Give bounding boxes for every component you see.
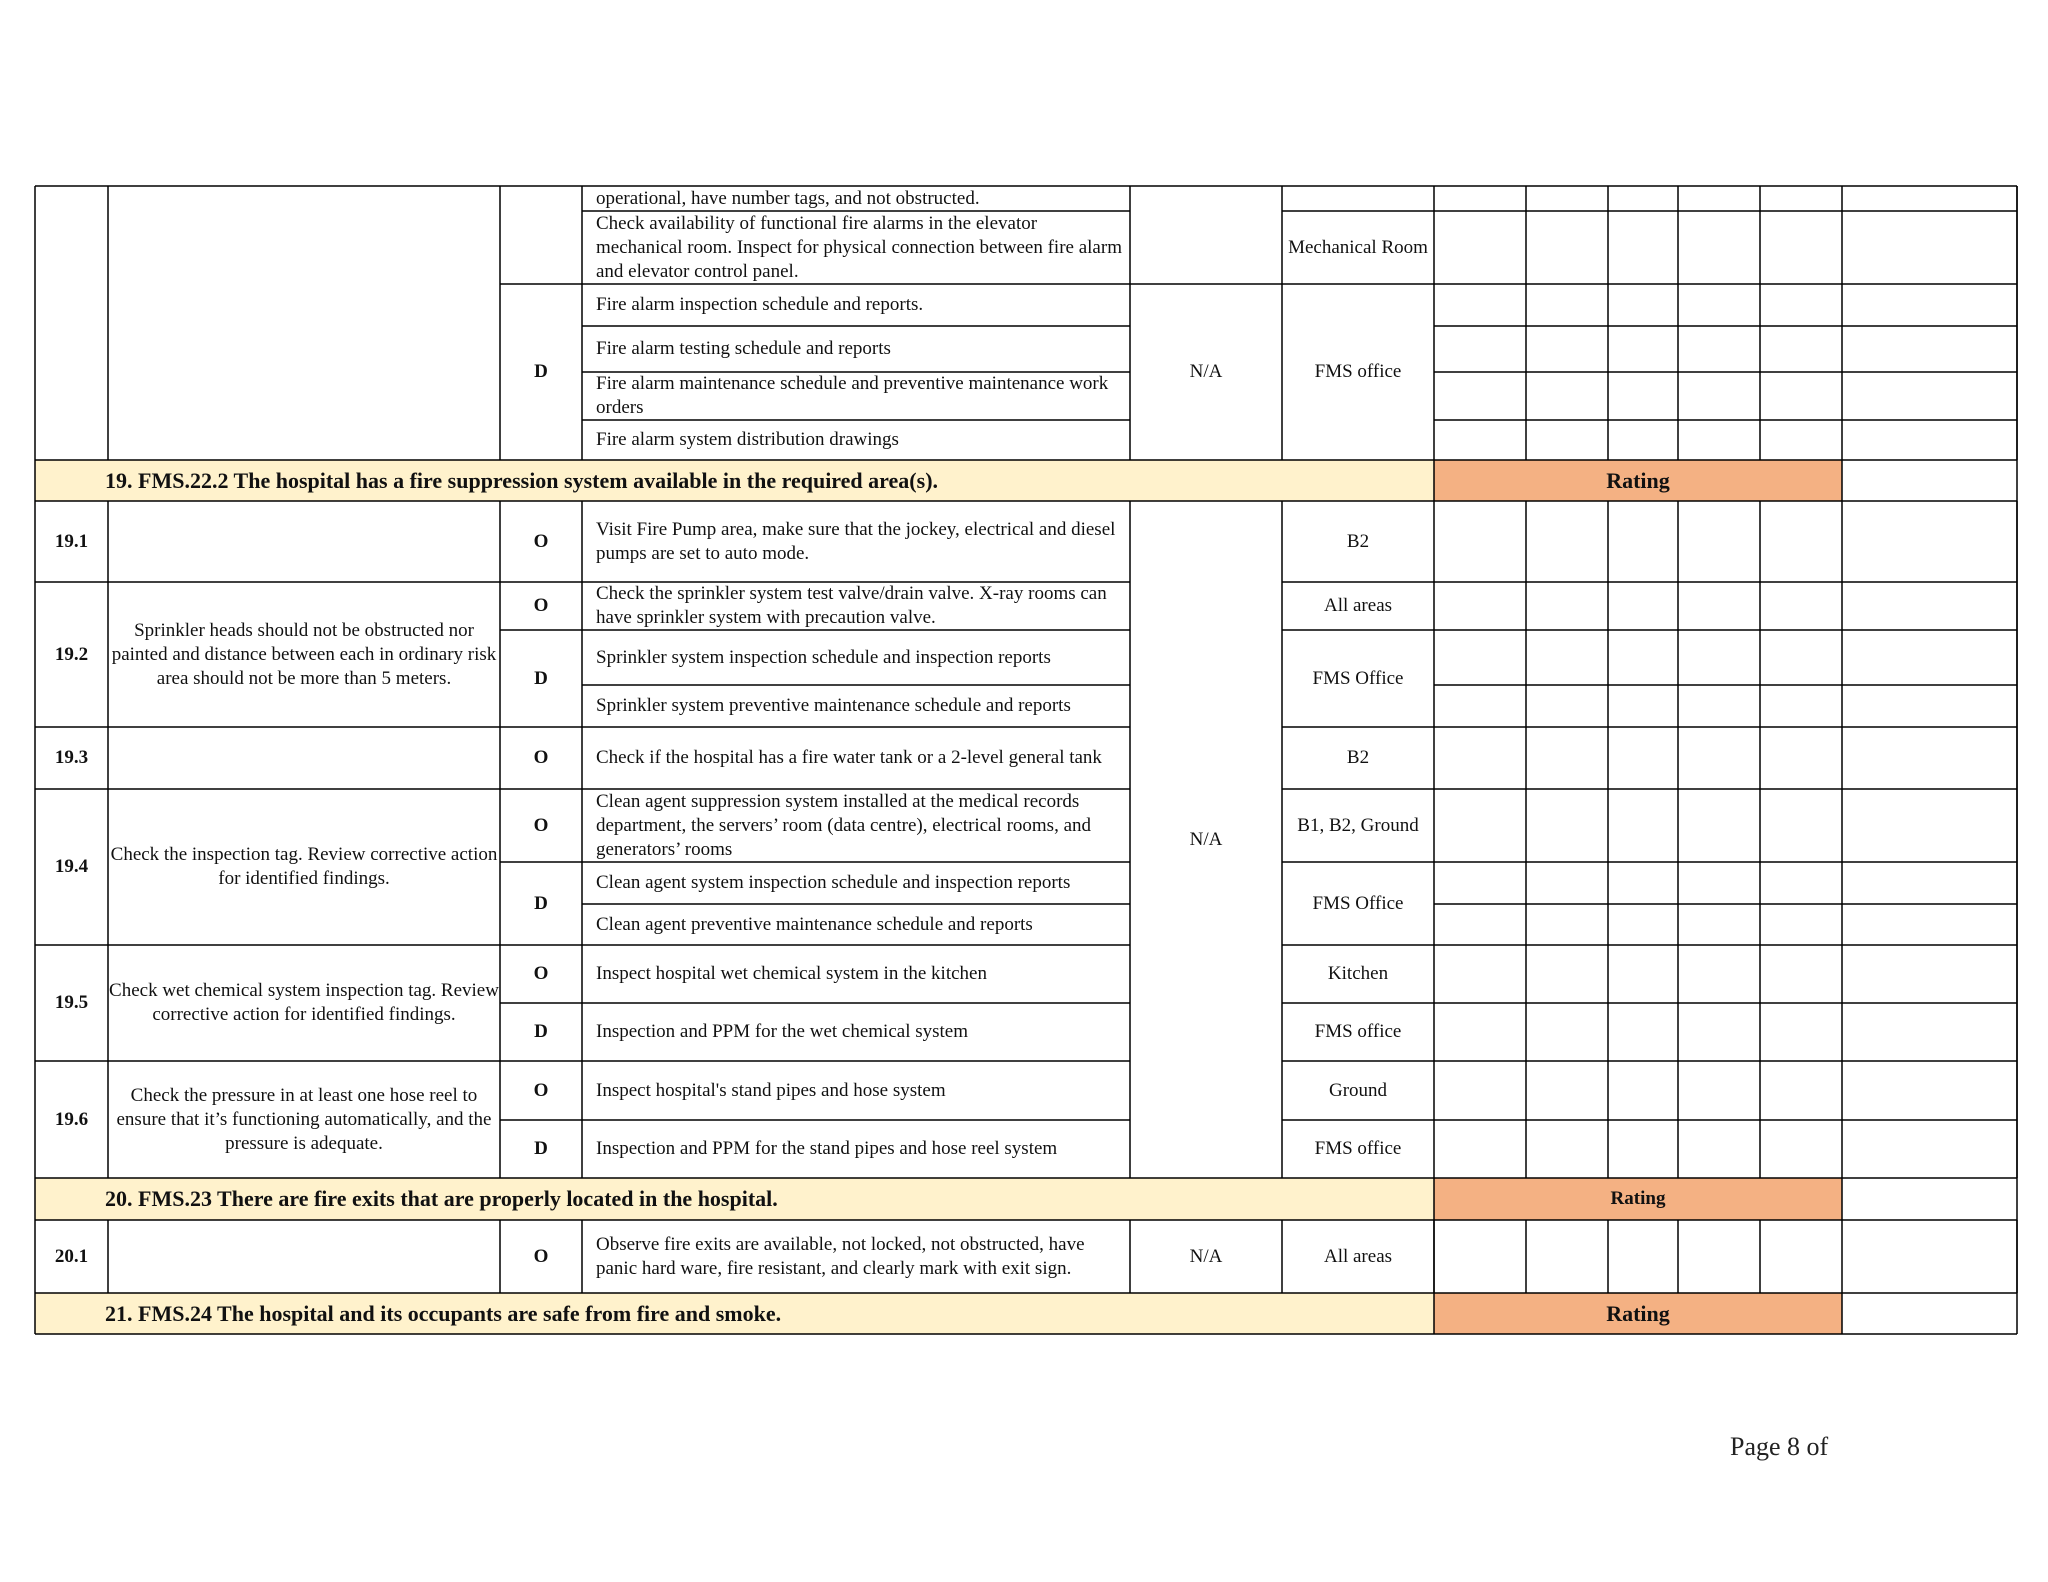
location-mechanical-room: Mechanical Room bbox=[1288, 236, 1428, 258]
section20-header-title: 20. FMS.23 There are fire exits that are properly located in the hospital. bbox=[105, 1186, 778, 1211]
guidance-text: Check wet chemical system inspection tag. Review corrective action for identified findings. bbox=[109, 980, 499, 1025]
location-fms-office: FMS office bbox=[1314, 361, 1402, 382]
item-number: 20.1 bbox=[54, 1245, 89, 1267]
location-value: B2 bbox=[1346, 530, 1370, 552]
section20-header-rating-label: Rating bbox=[1610, 1188, 1666, 1209]
location-value: Kitchen bbox=[1327, 963, 1389, 984]
section21-header-rating-label: Rating bbox=[1606, 1300, 1670, 1326]
doc-requirement: Fire alarm testing schedule and reports bbox=[596, 338, 891, 359]
na-value: N/A bbox=[1189, 361, 1223, 382]
requirement-text: Clean agent suppression system installed at the medical records department, the servers’ room (data centre), electrical rooms, and generators’ rooms bbox=[596, 790, 1092, 860]
location-value: FMS Office bbox=[1312, 667, 1404, 689]
doc-requirement: Fire alarm inspection schedule and reports. bbox=[596, 294, 924, 315]
location-value: All areas bbox=[1323, 1245, 1393, 1267]
requirement-text: Visit Fire Pump area, make sure that the jockey, electrical and diesel pumps are set to auto mode. bbox=[596, 518, 1116, 564]
section19-header-title: 19. FMS.22.2 The hospital has a fire suppression system available in the required area(s). bbox=[105, 467, 939, 493]
requirement-text: Check the sprinkler system test valve/drain valve. X-ray rooms can have sprinkler system with precaution valve. bbox=[596, 583, 1107, 628]
tags-requirement-text: operational, have number tags, and not obstructed. bbox=[596, 187, 980, 209]
item-number: 19.1 bbox=[54, 530, 89, 552]
doc-requirement: Fire alarm system distribution drawings bbox=[596, 429, 899, 450]
evidence-type-d: D bbox=[534, 1138, 548, 1159]
doc-requirement: Clean agent preventive maintenance schedule and reports bbox=[596, 913, 1033, 935]
requirement-text: Inspection and PPM for the wet chemical system bbox=[596, 1021, 969, 1042]
evidence-type-d: D bbox=[534, 361, 548, 382]
doc-requirement: Sprinkler system inspection schedule and inspection reports bbox=[596, 646, 1051, 668]
doc-requirement: Clean agent system inspection schedule and inspection reports bbox=[596, 872, 1071, 893]
location-value: B2 bbox=[1346, 747, 1370, 768]
requirement-text: Inspection and PPM for the stand pipes and hose reel system bbox=[596, 1138, 1058, 1159]
evidence-type-o: O bbox=[533, 595, 549, 616]
section21-header-title: 21. FMS.24 The hospital and its occupants are safe from fire and smoke. bbox=[105, 1300, 782, 1326]
evidence-type-d: D bbox=[534, 667, 548, 689]
item-number: 19.4 bbox=[54, 856, 89, 877]
doc-requirement: Fire alarm maintenance schedule and preventive maintenance work orders bbox=[596, 373, 1109, 418]
evidence-type-d: D bbox=[534, 1021, 548, 1042]
guidance-text: Check the pressure in at least one hose reel to ensure that it’s functioning automatically, and the pressure is adequate. bbox=[116, 1084, 492, 1154]
item-number: 19.3 bbox=[54, 747, 89, 768]
location-value: Ground bbox=[1328, 1079, 1388, 1101]
location-value: FMS Office bbox=[1312, 892, 1404, 914]
requirement-text: Observe fire exits are available, not locked, not obstructed, have panic hard ware, fire resistant, and clearly mark with exit sign. bbox=[596, 1233, 1085, 1279]
evidence-type-o: O bbox=[533, 747, 549, 768]
guidance-text: Sprinkler heads should not be obstructed nor painted and distance between each in ordinary risk area should not be more than 5 meters. bbox=[111, 619, 497, 689]
item-number: 19.6 bbox=[54, 1108, 89, 1130]
item-number: 19.5 bbox=[54, 992, 89, 1013]
location-value: All areas bbox=[1323, 595, 1393, 616]
requirement-text: Inspect hospital's stand pipes and hose system bbox=[596, 1079, 946, 1101]
na-value: N/A bbox=[1189, 1245, 1223, 1267]
requirement-text: Inspect hospital wet chemical system in the kitchen bbox=[596, 963, 987, 984]
section19-header-rating-label: Rating bbox=[1606, 467, 1670, 493]
elevator-alarm-requirement: Check availability of functional fire alarms in the elevator mechanical room. Inspect for physical connection between fire alarm and elevator control panel. bbox=[596, 212, 1122, 282]
evidence-type-o: O bbox=[533, 814, 549, 836]
location-value: FMS office bbox=[1314, 1021, 1402, 1042]
evidence-type-o: O bbox=[533, 963, 549, 984]
guidance-text: Check the inspection tag. Review corrective action for identified findings. bbox=[110, 844, 498, 889]
page-footer: Page 8 of bbox=[1730, 1432, 1829, 1461]
evidence-type-o: O bbox=[533, 1079, 549, 1101]
evidence-type-o: O bbox=[533, 530, 549, 552]
doc-requirement: Sprinkler system preventive maintenance schedule and reports bbox=[596, 695, 1071, 716]
evidence-type-o: O bbox=[533, 1245, 549, 1267]
item-number: 19.2 bbox=[54, 643, 89, 665]
na-value: N/A bbox=[1189, 828, 1223, 850]
location-value: FMS office bbox=[1314, 1138, 1402, 1159]
evidence-type-d: D bbox=[534, 892, 548, 914]
location-value: B1, B2, Ground bbox=[1297, 814, 1419, 836]
requirement-text: Check if the hospital has a fire water tank or a 2-level general tank bbox=[596, 747, 1102, 768]
